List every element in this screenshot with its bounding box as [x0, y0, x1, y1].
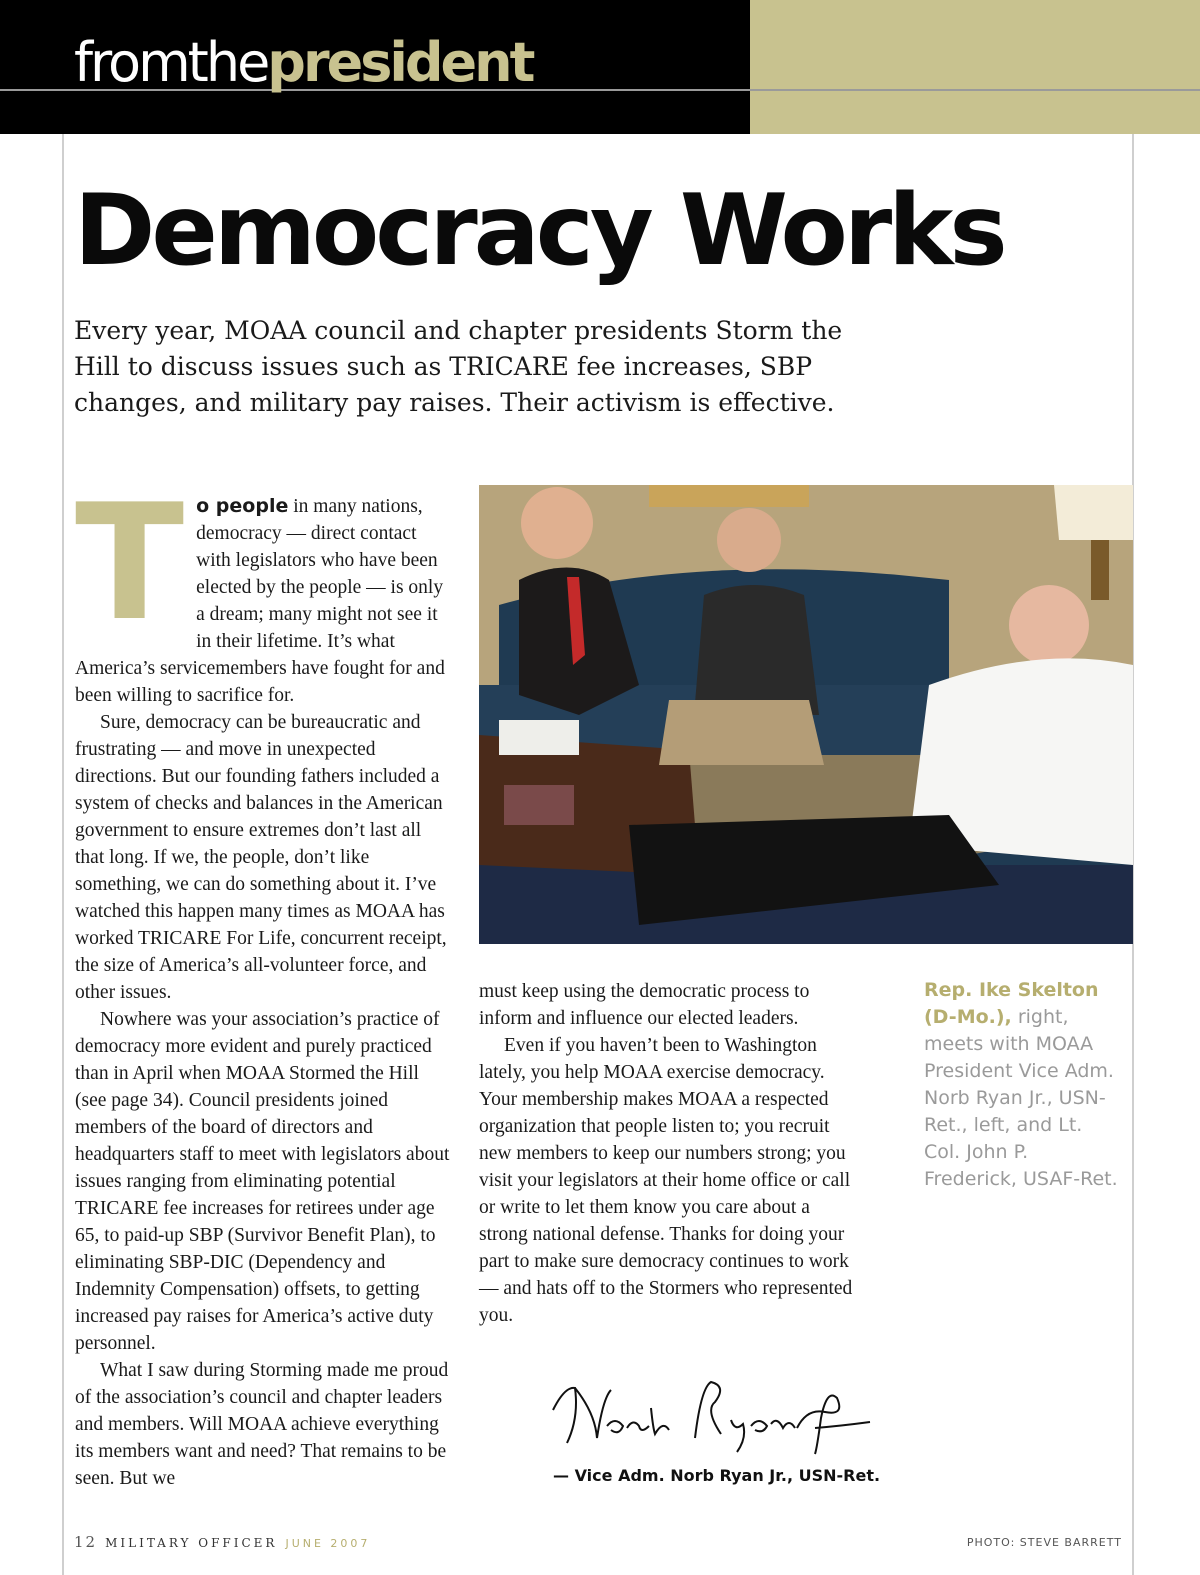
meeting-photo — [479, 485, 1133, 944]
photo-credit: PHOTO: STEVE BARRETT — [966, 1536, 1122, 1549]
paragraph-3: Nowhere was your association’s practice of democracy more evident and purely practiced than in April when MOAA Stormed the Hill (see page 34). Council presidents joined members of the board of directors and headquarters staff to meet with legislators about issues ranging from eliminating potential TRICARE fee increases for retirees under age 65, to paid-up SBP (Survivor Benefit Plan), to eliminating SBP-DIC (Dependency and Indemnity Compensation) offsets, to getting increased pay raises for America’s active duty personnel. — [75, 1009, 450, 1354]
paragraph-5: Even if you haven’t been to Washington lately, you help MOAA exercise democracy. Your membership makes MOAA a respected organization that people listen to; you recruit new members to keep our numbers strong; you visit your legislators at their home office or call or write to let them know you care about a strong national defense. Thanks for doing your part to make sure democracy continues to work — and hats off to the Stormers who represented you. — [479, 1035, 853, 1326]
handwritten-signature — [545, 1368, 875, 1458]
page-number: 12 — [74, 1533, 98, 1551]
headline: Democracy Works — [74, 174, 1004, 288]
photo-caption — [924, 977, 1124, 1193]
publication-name: MILITARY OFFICER — [105, 1536, 278, 1550]
meeting-photo-illustration — [479, 485, 1133, 944]
body-column-2 — [479, 978, 859, 1329]
paragraph-1 — [75, 469, 455, 709]
body-column-1 — [75, 469, 455, 1492]
section-title-light: fromthe — [74, 31, 268, 94]
paragraph-4-continued: must keep using the democratic process to inform and influence our elected leaders. — [479, 981, 810, 1029]
frame-left-rule — [62, 134, 64, 1575]
page-footer — [74, 1533, 370, 1551]
issue-date: JUNE 2007 — [285, 1537, 371, 1550]
drop-cap: T — [75, 469, 185, 656]
header-accent-band — [750, 0, 1200, 134]
caption-text: right, meets with MOAA President Vice Adm. Norb Ryan Jr., USN-Ret., left, and Lt. Col. John P. Frederick, USAF-Ret. — [924, 1006, 1118, 1190]
caption-subject-name: Rep. Ike Skelton (D-Mo.), — [924, 979, 1099, 1028]
paragraph-1-text: in many nations, democracy — direct contact with legislators who have been elected by the people — is only a dream; many might not see it in their lifetime. It’s what America’s servicemembers have fought for and been willing to sacrifice for. — [75, 496, 445, 706]
deck: Every year, MOAA council and chapter presidents Storm the Hill to discuss issues such as TRICARE fee increases, SBP changes, and military pay raises. Their activism is effective. — [74, 316, 843, 417]
section-title — [74, 31, 533, 94]
paragraph-2: Sure, democracy can be bureaucratic and frustrating — and move in unexpected directions. But our founding fathers included a system of checks and balances in the American government to ensure extremes don’t last all that long. If we, the people, don’t like something, we can do something about it. I’ve watched this happen many times as MOAA has worked TRICARE For Life, concurrent receipt, the size of America’s all-volunteer force, and other issues. — [75, 712, 447, 1003]
section-title-bold: president — [267, 31, 533, 94]
paragraph-4: What I saw during Storming made me proud of the association’s council and chapter leaders and members. Will MOAA achieve everything its members want and need? That remains to be seen. But we — [75, 1360, 449, 1489]
signature-line: — Vice Adm. Norb Ryan Jr., USN-Ret. — [553, 1466, 881, 1485]
lead-in: o people — [196, 495, 289, 517]
